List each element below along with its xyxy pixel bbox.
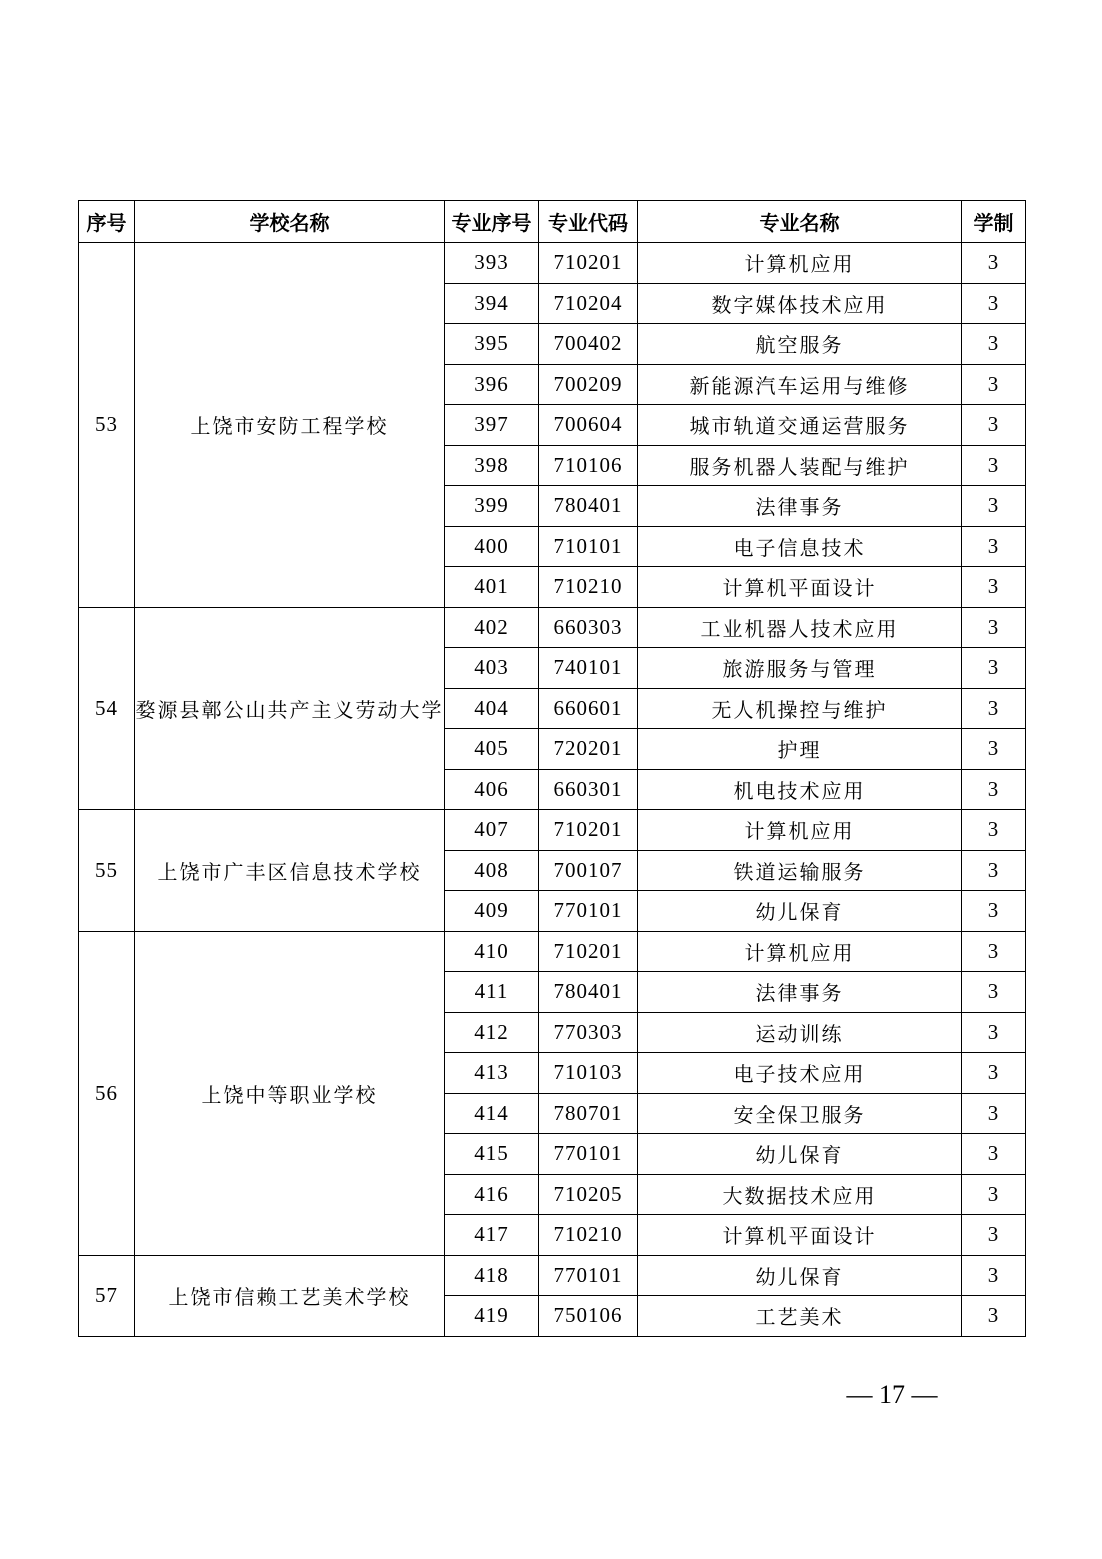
major-name-cell: 数字媒体技术应用: [638, 283, 962, 324]
major-name-cell: 幼儿保育: [638, 891, 962, 932]
major-code-cell: 700402: [539, 324, 638, 365]
major-name-cell: 安全保卫服务: [638, 1093, 962, 1134]
major-code-cell: 770101: [539, 1255, 638, 1296]
major-name-cell: 法律事务: [638, 486, 962, 527]
table-row: [79, 810, 1026, 851]
major-code-cell: 660601: [539, 688, 638, 729]
major-seq-cell: 406: [445, 769, 539, 810]
duration-cell: 3: [962, 1053, 1026, 1094]
major-name-cell: 服务机器人装配与维护: [638, 445, 962, 486]
major-seq-cell: 410: [445, 931, 539, 972]
major-name-cell: 运动训练: [638, 1012, 962, 1053]
table-row: [79, 607, 1026, 648]
header-seq: 序号: [79, 201, 135, 243]
major-code-cell: 710204: [539, 283, 638, 324]
duration-cell: 3: [962, 526, 1026, 567]
major-name-cell: 法律事务: [638, 972, 962, 1013]
major-code-cell: 710201: [539, 931, 638, 972]
table-row: [79, 1255, 1026, 1296]
major-name-cell: 工艺美术: [638, 1296, 962, 1337]
school-seq-cell: 54: [79, 607, 135, 810]
duration-cell: 3: [962, 1215, 1026, 1256]
header-major-code: 专业代码: [539, 201, 638, 243]
duration-cell: 3: [962, 1134, 1026, 1175]
major-name-cell: 航空服务: [638, 324, 962, 365]
major-name-cell: 计算机应用: [638, 931, 962, 972]
major-seq-cell: 403: [445, 648, 539, 689]
duration-cell: 3: [962, 405, 1026, 446]
duration-cell: 3: [962, 567, 1026, 608]
major-name-cell: 计算机平面设计: [638, 567, 962, 608]
major-code-cell: 770303: [539, 1012, 638, 1053]
major-seq-cell: 417: [445, 1215, 539, 1256]
school-seq-cell: 55: [79, 810, 135, 932]
major-name-cell: 机电技术应用: [638, 769, 962, 810]
table-body: [79, 243, 1026, 1337]
major-name-cell: 幼儿保育: [638, 1134, 962, 1175]
duration-cell: 3: [962, 972, 1026, 1013]
table-row: [79, 243, 1026, 284]
duration-cell: 3: [962, 283, 1026, 324]
school-seq-cell: 53: [79, 243, 135, 608]
major-code-cell: 710205: [539, 1174, 638, 1215]
major-code-cell: 710201: [539, 810, 638, 851]
major-name-cell: 护理: [638, 729, 962, 770]
major-name-cell: 城市轨道交通运营服务: [638, 405, 962, 446]
major-seq-cell: 401: [445, 567, 539, 608]
major-code-cell: 710201: [539, 243, 638, 284]
major-code-cell: 660303: [539, 607, 638, 648]
major-seq-cell: 407: [445, 810, 539, 851]
major-seq-cell: 416: [445, 1174, 539, 1215]
major-seq-cell: 411: [445, 972, 539, 1013]
duration-cell: 3: [962, 1296, 1026, 1337]
major-seq-cell: 394: [445, 283, 539, 324]
major-name-cell: 旅游服务与管理: [638, 648, 962, 689]
table-header: [79, 201, 1026, 243]
duration-cell: 3: [962, 607, 1026, 648]
major-code-cell: 710101: [539, 526, 638, 567]
school-name-cell: 上饶市安防工程学校: [135, 243, 445, 608]
major-code-cell: 750106: [539, 1296, 638, 1337]
major-seq-cell: 398: [445, 445, 539, 486]
major-seq-cell: 400: [445, 526, 539, 567]
major-seq-cell: 409: [445, 891, 539, 932]
major-seq-cell: 419: [445, 1296, 539, 1337]
duration-cell: 3: [962, 810, 1026, 851]
duration-cell: 3: [962, 1174, 1026, 1215]
major-name-cell: 无人机操控与维护: [638, 688, 962, 729]
duration-cell: 3: [962, 688, 1026, 729]
major-seq-cell: 397: [445, 405, 539, 446]
duration-cell: 3: [962, 486, 1026, 527]
major-seq-cell: 402: [445, 607, 539, 648]
school-name-cell: 婺源县鄣公山共产主义劳动大学: [135, 607, 445, 810]
major-code-cell: 780401: [539, 972, 638, 1013]
major-seq-cell: 405: [445, 729, 539, 770]
major-name-cell: 铁道运输服务: [638, 850, 962, 891]
major-name-cell: 工业机器人技术应用: [638, 607, 962, 648]
major-name-cell: 电子技术应用: [638, 1053, 962, 1094]
duration-cell: 3: [962, 850, 1026, 891]
major-seq-cell: 414: [445, 1093, 539, 1134]
major-code-cell: 710103: [539, 1053, 638, 1094]
major-seq-cell: 408: [445, 850, 539, 891]
major-code-cell: 720201: [539, 729, 638, 770]
school-seq-cell: 57: [79, 1255, 135, 1336]
major-code-cell: 770101: [539, 891, 638, 932]
major-seq-cell: 418: [445, 1255, 539, 1296]
major-code-cell: 710210: [539, 1215, 638, 1256]
duration-cell: 3: [962, 243, 1026, 284]
duration-cell: 3: [962, 445, 1026, 486]
major-name-cell: 新能源汽车运用与维修: [638, 364, 962, 405]
major-name-cell: 电子信息技术: [638, 526, 962, 567]
major-name-cell: 计算机应用: [638, 810, 962, 851]
major-seq-cell: 404: [445, 688, 539, 729]
major-seq-cell: 395: [445, 324, 539, 365]
major-seq-cell: 396: [445, 364, 539, 405]
school-seq-cell: 56: [79, 931, 135, 1255]
header-row: [79, 201, 1026, 243]
duration-cell: 3: [962, 729, 1026, 770]
major-seq-cell: 415: [445, 1134, 539, 1175]
duration-cell: 3: [962, 931, 1026, 972]
major-name-cell: 幼儿保育: [638, 1255, 962, 1296]
table-row: [79, 931, 1026, 972]
duration-cell: 3: [962, 364, 1026, 405]
major-seq-cell: 412: [445, 1012, 539, 1053]
duration-cell: 3: [962, 769, 1026, 810]
major-code-cell: 780701: [539, 1093, 638, 1134]
major-code-cell: 740101: [539, 648, 638, 689]
duration-cell: 3: [962, 1012, 1026, 1053]
header-school-name: 学校名称: [135, 201, 445, 243]
major-code-cell: 700604: [539, 405, 638, 446]
major-seq-cell: 413: [445, 1053, 539, 1094]
duration-cell: 3: [962, 1093, 1026, 1134]
header-duration: 学制: [962, 201, 1026, 243]
major-code-cell: 780401: [539, 486, 638, 527]
header-major-name: 专业名称: [638, 201, 962, 243]
major-name-cell: 计算机应用: [638, 243, 962, 284]
header-major-seq: 专业序号: [445, 201, 539, 243]
major-code-cell: 710106: [539, 445, 638, 486]
major-seq-cell: 393: [445, 243, 539, 284]
major-seq-cell: 399: [445, 486, 539, 527]
school-name-cell: 上饶市广丰区信息技术学校: [135, 810, 445, 932]
duration-cell: 3: [962, 1255, 1026, 1296]
duration-cell: 3: [962, 648, 1026, 689]
major-code-cell: 700209: [539, 364, 638, 405]
page-number: — 17 —: [846, 1380, 938, 1409]
major-name-cell: 大数据技术应用: [638, 1174, 962, 1215]
school-name-cell: 上饶中等职业学校: [135, 931, 445, 1255]
duration-cell: 3: [962, 324, 1026, 365]
duration-cell: 3: [962, 891, 1026, 932]
school-majors-table: [78, 200, 1026, 1337]
major-code-cell: 700107: [539, 850, 638, 891]
major-code-cell: 660301: [539, 769, 638, 810]
school-name-cell: 上饶市信赖工艺美术学校: [135, 1255, 445, 1336]
major-name-cell: 计算机平面设计: [638, 1215, 962, 1256]
major-code-cell: 710210: [539, 567, 638, 608]
major-code-cell: 770101: [539, 1134, 638, 1175]
